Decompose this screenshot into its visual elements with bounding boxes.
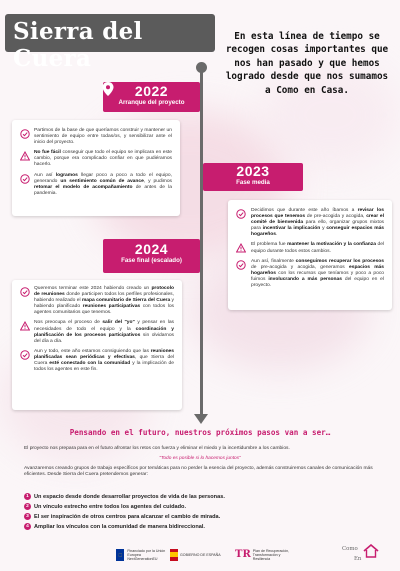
year-banner-2022 bbox=[103, 82, 200, 112]
list-item bbox=[20, 286, 174, 316]
eu-logo-text: Financiado por la Unión Europea NextGenerationEU bbox=[127, 549, 166, 561]
goal-number: 1 bbox=[24, 493, 31, 500]
spain-gov-logo bbox=[170, 548, 226, 562]
phase-label: Fase media bbox=[236, 179, 270, 186]
goal-number: 3 bbox=[24, 513, 31, 520]
timeline-line bbox=[200, 66, 203, 416]
page-title: Sierra del Cuera bbox=[13, 18, 143, 72]
future-paragraph: El proyecto nos prepara para en el futuro afrontar los retos con fuerza y eliminar el miedo y la incertidumbre a los cambios. bbox=[24, 446, 290, 451]
goal-number: 4 bbox=[24, 523, 31, 530]
recovery-plan-text: Plan de Recuperación, Transformación y Resiliencia bbox=[252, 549, 290, 561]
phase-label: Fase final (escalado) bbox=[121, 257, 182, 264]
item-text: Partimos de la base de que queríamos construir y mantener un sentimiento de equipo entre todas/os, y sensibilizar ante el inicio del proyecto. bbox=[34, 128, 172, 146]
card-2024 bbox=[12, 280, 182, 410]
logo-text-en: En bbox=[354, 556, 362, 562]
goal-item bbox=[24, 502, 344, 511]
warning-icon bbox=[236, 243, 246, 253]
goal-text: El ser inspiración de otros centros para alcanzar el cambio de mirada. bbox=[34, 513, 221, 520]
list-item bbox=[20, 173, 172, 197]
check-circle-icon bbox=[20, 174, 30, 184]
como-en-casa-logo bbox=[342, 544, 388, 564]
card-2022 bbox=[12, 120, 180, 216]
year-label: 2022 bbox=[134, 83, 169, 99]
item-text: Nos preocupa el proceso de salir del "yo" y pensar en las necesidades de todo el equipo y la coordinación y planificación de los procesos participativos sin olvidarnos del día a día. bbox=[34, 320, 175, 344]
future-heading: Pensando en el futuro, nuestros próximos pasos van a ser… bbox=[69, 428, 331, 437]
recovery-plan-mark-icon: TR bbox=[235, 549, 251, 560]
list-item bbox=[20, 320, 174, 344]
item-text: Aun así logramos llegar poco a poco a todo el equipo, generando un sentimiento común de avance, y pudimos retomar el modelo de acompañamiento de antes de la pandemia. bbox=[34, 172, 172, 196]
year-label: 2024 bbox=[134, 241, 169, 257]
item-text: No fue fácil conseguir que todo el equipo se implicara en este cambio, porque era complicado confiar en que pudiéramos hacerlo. bbox=[34, 150, 173, 168]
list-item bbox=[236, 242, 384, 254]
goal-text: Un espacio desde donde desarrollar proyectos de vida de las personas. bbox=[34, 493, 225, 500]
item-text: Aun así, finalmente conseguimos recuperar los procesos de pre-acogida y acogida, generamos espacios más hogareños con los recursos que teníamos y poco a poco fuimos involucrando a más personas del equipo en el proyecto. bbox=[251, 258, 384, 289]
check-circle-icon bbox=[20, 350, 30, 360]
item-text: Aun y todo, este año estamos consiguiendo que las reuniones planificadas sean periódicas y efectivas, que Sierra del Cuera esté conectado con la comunidad y la implicación de todos los agentes en este fin. bbox=[34, 348, 174, 373]
card-2023 bbox=[228, 200, 392, 310]
list-item bbox=[20, 150, 172, 168]
intro-text: En esta línea de tiempo se recogen cosas importantes que nos han pasado y que hemos logrado desde que nos sumamos a Como en Casa. bbox=[225, 31, 389, 96]
year-banner-2024 bbox=[103, 239, 200, 273]
future-paragraph: Avanzaremos creando grupos de trabajo específicos por temáticas para no perder la esencia del proyecto, además construiremos canales de comunicación más eficientes. Desde Sierra del Cuera pretendemos generar: bbox=[24, 466, 373, 478]
timeline-arrow bbox=[194, 414, 208, 424]
house-icon bbox=[363, 544, 379, 558]
goal-item bbox=[24, 522, 344, 531]
goal-text: Ampliar los vínculos con la comunidad de manera bidireccional. bbox=[34, 523, 205, 530]
year-banner-2023 bbox=[203, 163, 303, 191]
logo-text-como: Como bbox=[342, 546, 358, 552]
spain-shield-icon bbox=[170, 549, 178, 561]
item-text: Queremos terminar este 2024 habiendo creado un protocolo de reuniones donde participen todos los perfiles profesionales, habiendo realizado el mapa comunitario de Sierra del Cuera y habiendo planificado reuniones participativas con todos los agentes comunitarios que tenemos. bbox=[34, 286, 175, 316]
spain-gov-text: GOBIERNO DE ESPAÑA bbox=[180, 553, 221, 557]
goal-number: 2 bbox=[24, 503, 31, 510]
list-item bbox=[236, 208, 384, 238]
check-circle-icon bbox=[20, 129, 30, 139]
location-pin-icon bbox=[102, 82, 114, 96]
list-item bbox=[20, 349, 174, 373]
timeline-start-dot bbox=[196, 62, 207, 73]
goal-text: Un vínculo estrecho entre todos los agentes del cuidado. bbox=[34, 503, 186, 510]
check-circle-icon bbox=[20, 287, 30, 297]
item-text: El problema fue mantener la motivación y la confianza del equipo durante todos estos cambios. bbox=[251, 242, 384, 254]
check-circle-icon bbox=[236, 209, 246, 219]
motto-quote: "Todo es posible si lo hacemos juntos" bbox=[159, 456, 241, 461]
year-label: 2023 bbox=[236, 163, 270, 179]
title-banner bbox=[5, 14, 215, 72]
list-item bbox=[236, 259, 384, 289]
eu-flag-icon bbox=[116, 549, 124, 561]
check-circle-icon bbox=[236, 260, 246, 270]
eu-logo bbox=[116, 548, 166, 562]
item-text: Decidimos que durante este año íbamos a revisar los procesos que tenemos de pre-acogida y acogida, crear el comité de bienvenida para ello, organizar grupos mixtos para incentivar la implicación y conseguir espacios más hogareños. bbox=[251, 208, 385, 238]
list-item bbox=[20, 128, 172, 146]
goal-item bbox=[24, 492, 344, 501]
goals-list bbox=[24, 492, 344, 532]
warning-icon bbox=[20, 151, 30, 161]
goal-item bbox=[24, 512, 344, 521]
recovery-plan-logo bbox=[235, 548, 295, 562]
warning-icon bbox=[20, 321, 30, 331]
phase-label: Arranque del proyecto bbox=[118, 99, 185, 106]
footer-logos bbox=[0, 548, 400, 571]
